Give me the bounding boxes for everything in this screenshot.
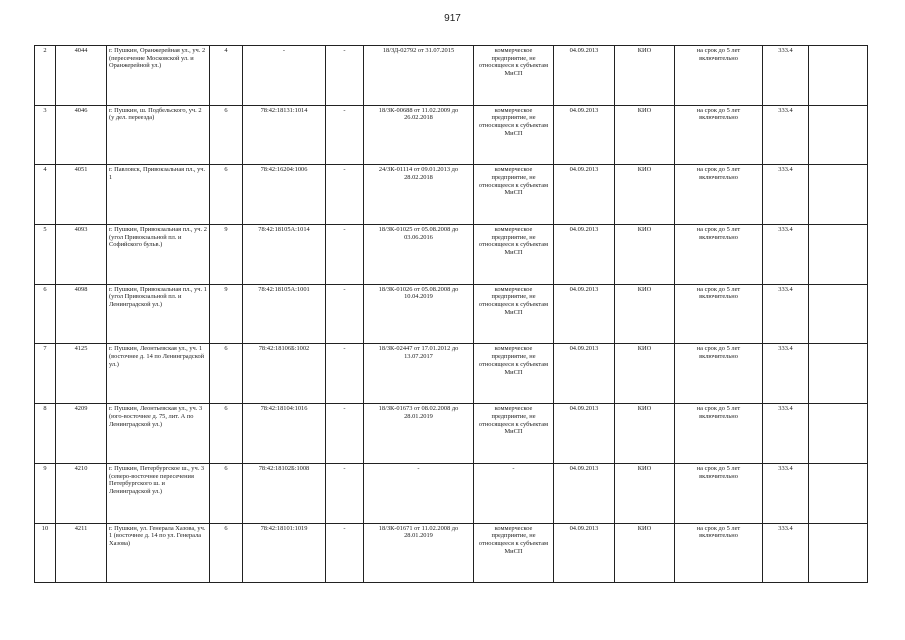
- lease-term-cell: на срок до 5 лет включительно: [675, 463, 763, 523]
- blank-cell-cell: [809, 463, 868, 523]
- agreement-cell: 18/ЗК-01671 от 11.02.2008 до 28.01.2019: [364, 523, 474, 583]
- count-cell: 6: [210, 105, 243, 165]
- document-table: [34, 45, 868, 583]
- row-number-cell: 10: [35, 523, 56, 583]
- count-cell: 6: [210, 523, 243, 583]
- tenant-type-cell: коммерческое предприятие, не относящееся к субъектам МиСП: [474, 105, 554, 165]
- table-row: [35, 404, 868, 464]
- object-id-cell: 4046: [56, 105, 107, 165]
- agreement-cell: 18/ЗК-01025 от 05.08.2008 до 03.06.2016: [364, 225, 474, 285]
- code-cell: 333.4: [763, 284, 809, 344]
- row-number-cell: 8: [35, 404, 56, 464]
- date-cell: 04.09.2013: [554, 105, 615, 165]
- empty-field-cell: -: [326, 105, 364, 165]
- count-cell: 6: [210, 165, 243, 225]
- tenant-type-cell: коммерческое предприятие, не относящееся к субъектам МиСП: [474, 284, 554, 344]
- tenant-type-cell: коммерческое предприятие, не относящееся к субъектам МиСП: [474, 165, 554, 225]
- tenant-type-cell: коммерческое предприятие, не относящееся к субъектам МиСП: [474, 344, 554, 404]
- agreement-cell: 18/ЗК-01673 от 08.02.2008 до 28.01.2019: [364, 404, 474, 464]
- empty-field-cell: -: [326, 404, 364, 464]
- code-cell: 333.4: [763, 46, 809, 106]
- organization-cell: КИО: [615, 344, 675, 404]
- table-row: [35, 225, 868, 285]
- organization-cell: КИО: [615, 404, 675, 464]
- agreement-cell: 18/ЗК-01026 от 05.08.2008 до 10.04.2019: [364, 284, 474, 344]
- lease-term-cell: на срок до 5 лет включительно: [675, 46, 763, 106]
- row-number-cell: 5: [35, 225, 56, 285]
- blank-cell-cell: [809, 165, 868, 225]
- code-cell: 333.4: [763, 404, 809, 464]
- object-id-cell: 4098: [56, 284, 107, 344]
- cadastral-number-cell: 78:42:16204:1006: [243, 165, 326, 225]
- object-id-cell: 4125: [56, 344, 107, 404]
- count-cell: 6: [210, 404, 243, 464]
- date-cell: 04.09.2013: [554, 523, 615, 583]
- page-number: 917: [444, 13, 461, 24]
- object-id-cell: 4210: [56, 463, 107, 523]
- table-row: [35, 165, 868, 225]
- address-cell: г. Пушкин, Привокзальная пл., уч. 2 (угол Привокзальной пл. и Софийского бульв.): [107, 225, 210, 285]
- blank-cell-cell: [809, 105, 868, 165]
- blank-cell-cell: [809, 404, 868, 464]
- address-cell: г. Пушкин, ул. Генерала Хазова, уч. 1 (восточнее д. 14 по ул. Генерала Хазова): [107, 523, 210, 583]
- date-cell: 04.09.2013: [554, 463, 615, 523]
- code-cell: 333.4: [763, 105, 809, 165]
- tenant-type-cell: коммерческое предприятие, не относящееся к субъектам МиСП: [474, 225, 554, 285]
- date-cell: 04.09.2013: [554, 225, 615, 285]
- address-cell: г. Пушкин, Привокзальная пл., уч. 1 (угол Привокзальной пл. и Ленинградской ул.): [107, 284, 210, 344]
- empty-field-cell: -: [326, 225, 364, 285]
- count-cell: 6: [210, 344, 243, 404]
- cadastral-number-cell: 78:42:18105А:1001: [243, 284, 326, 344]
- blank-cell-cell: [809, 225, 868, 285]
- organization-cell: КИО: [615, 225, 675, 285]
- address-cell: г. Павловск, Привокзальная пл., уч. 1: [107, 165, 210, 225]
- lease-term-cell: на срок до 5 лет включительно: [675, 284, 763, 344]
- organization-cell: КИО: [615, 284, 675, 344]
- agreement-cell: 18/ЗК-00688 от 11.02.2009 до 26.02.2018: [364, 105, 474, 165]
- agreement-cell: 18/ЗД-02792 от 31.07.2015: [364, 46, 474, 106]
- count-cell: 6: [210, 463, 243, 523]
- date-cell: 04.09.2013: [554, 165, 615, 225]
- agreement-cell: 18/ЗК-02447 от 17.01.2012 до 13.07.2017: [364, 344, 474, 404]
- agreement-cell: -: [364, 463, 474, 523]
- cadastral-number-cell: 78:42:18106Б:1002: [243, 344, 326, 404]
- code-cell: 333.4: [763, 225, 809, 285]
- address-cell: г. Пушкин, Леонтьевская ул., уч. 3 (юго-восточнее д. 75, лит. А по Ленинградской ул.): [107, 404, 210, 464]
- object-id-cell: 4051: [56, 165, 107, 225]
- blank-cell-cell: [809, 344, 868, 404]
- row-number-cell: 6: [35, 284, 56, 344]
- table-row: [35, 105, 868, 165]
- blank-cell-cell: [809, 284, 868, 344]
- empty-field-cell: -: [326, 523, 364, 583]
- empty-field-cell: -: [326, 284, 364, 344]
- tenant-type-cell: коммерческое предприятие, не относящееся к субъектам МиСП: [474, 46, 554, 106]
- object-id-cell: 4209: [56, 404, 107, 464]
- lease-term-cell: на срок до 5 лет включительно: [675, 404, 763, 464]
- code-cell: 333.4: [763, 463, 809, 523]
- code-cell: 333.4: [763, 165, 809, 225]
- code-cell: 333.4: [763, 523, 809, 583]
- cadastral-number-cell: 78:42:18101:1019: [243, 523, 326, 583]
- row-number-cell: 3: [35, 105, 56, 165]
- table-row: [35, 284, 868, 344]
- address-cell: г. Пушкин, Леонтьевская ул., уч. 1 (восточнее д. 14 по Ленинградской ул.): [107, 344, 210, 404]
- cadastral-number-cell: 78:42:18104:1016: [243, 404, 326, 464]
- table-row: [35, 523, 868, 583]
- object-id-cell: 4044: [56, 46, 107, 106]
- row-number-cell: 9: [35, 463, 56, 523]
- blank-cell-cell: [809, 523, 868, 583]
- date-cell: 04.09.2013: [554, 284, 615, 344]
- organization-cell: КИО: [615, 105, 675, 165]
- agreement-cell: 24/ЗК-01114 от 09.01.2013 до 28.02.2018: [364, 165, 474, 225]
- date-cell: 04.09.2013: [554, 46, 615, 106]
- date-cell: 04.09.2013: [554, 404, 615, 464]
- lease-term-cell: на срок до 5 лет включительно: [675, 523, 763, 583]
- address-cell: г. Пушкин, Петербургское ш., уч. 3 (северо-восточнее пересечения Петербургского ш. и Ленинградской ул.): [107, 463, 210, 523]
- table-row: [35, 463, 868, 523]
- lease-term-cell: на срок до 5 лет включительно: [675, 105, 763, 165]
- lease-term-cell: на срок до 5 лет включительно: [675, 165, 763, 225]
- count-cell: 9: [210, 225, 243, 285]
- organization-cell: КИО: [615, 46, 675, 106]
- row-number-cell: 2: [35, 46, 56, 106]
- empty-field-cell: -: [326, 463, 364, 523]
- table-row: [35, 344, 868, 404]
- tenant-type-cell: коммерческое предприятие, не относящееся к субъектам МиСП: [474, 404, 554, 464]
- object-id-cell: 4093: [56, 225, 107, 285]
- object-id-cell: 4211: [56, 523, 107, 583]
- count-cell: 4: [210, 46, 243, 106]
- cadastral-number-cell: -: [243, 46, 326, 106]
- empty-field-cell: -: [326, 344, 364, 404]
- address-cell: г. Пушкин, Оранжерейная ул., уч. 2 (пересечение Московской ул. и Оранжерейной ул.): [107, 46, 210, 106]
- address-cell: г. Пушкин, ш. Подбельского, уч. 2 (у дел. переезда): [107, 105, 210, 165]
- count-cell: 9: [210, 284, 243, 344]
- blank-cell-cell: [809, 46, 868, 106]
- row-number-cell: 7: [35, 344, 56, 404]
- cadastral-number-cell: 78:42:18102Б:1008: [243, 463, 326, 523]
- code-cell: 333.4: [763, 344, 809, 404]
- cadastral-number-cell: 78:42:18131:1014: [243, 105, 326, 165]
- organization-cell: КИО: [615, 463, 675, 523]
- table-row: [35, 46, 868, 106]
- tenant-type-cell: -: [474, 463, 554, 523]
- empty-field-cell: -: [326, 165, 364, 225]
- lease-term-cell: на срок до 5 лет включительно: [675, 225, 763, 285]
- organization-cell: КИО: [615, 165, 675, 225]
- date-cell: 04.09.2013: [554, 344, 615, 404]
- cadastral-number-cell: 78:42:18105А:1014: [243, 225, 326, 285]
- empty-field-cell: -: [326, 46, 364, 106]
- lease-term-cell: на срок до 5 лет включительно: [675, 344, 763, 404]
- organization-cell: КИО: [615, 523, 675, 583]
- row-number-cell: 4: [35, 165, 56, 225]
- tenant-type-cell: коммерческое предприятие, не относящееся к субъектам МиСП: [474, 523, 554, 583]
